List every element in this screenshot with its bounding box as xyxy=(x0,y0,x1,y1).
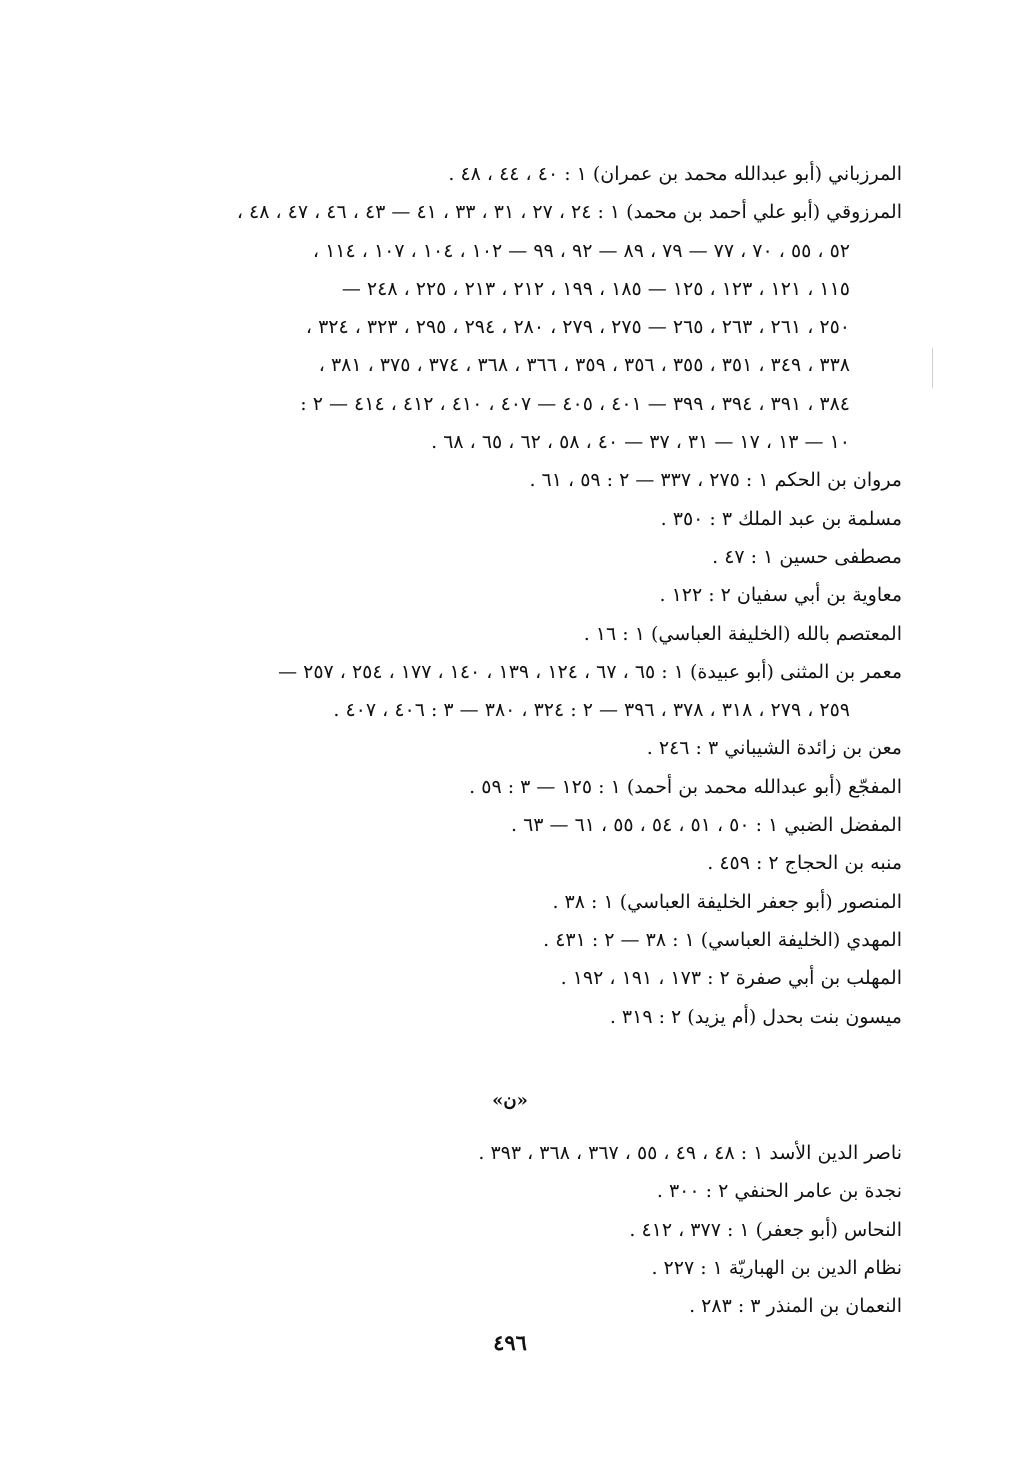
index-entry xyxy=(132,1287,902,1325)
index-entry xyxy=(132,921,902,959)
entry-line: المفجّع (أبو عبدالله محمد بن أحمد) ١ : ١٢٥ — ٣ : ٥٩ . xyxy=(469,775,902,798)
entry-continuation-line: ٢٥٩ ، ٢٧٩ ، ٣١٨ ، ٣٧٨ ، ٣٩٦ — ٢ : ٣٢٤ ، ٣٨٠ — ٣ : ٤٠٦ ، ٤٠٧ . xyxy=(333,699,850,722)
index-entry xyxy=(132,806,902,844)
entry-line: منبه بن الحجاج ٢ : ٤٥٩ . xyxy=(707,852,902,875)
entry-line: معاوية بن أبي سفيان ٢ : ١٢٢ . xyxy=(659,584,902,607)
entry-line: النعمان بن المنذر ٣ : ٢٨٣ . xyxy=(689,1295,902,1318)
entry-continuation-line: ١١٥ ، ١٢١ ، ١٢٣ ، ١٢٥ — ١٨٥ ، ١٩٩ ، ٢١٢ ، ٢١٣ ، ٢٢٥ ، ٢٤٨ — xyxy=(341,277,850,300)
entry-line: المهدي (الخليفة العباسي) ١ : ٣٨ — ٢ : ٤٣١ . xyxy=(543,928,902,951)
entry-continuation-line: ٣٨٤ ، ٣٩١ ، ٣٩٤ ، ٣٩٩ — ٤٠١ ، ٤٠٥ — ٤٠٧ ، ٤١٠ ، ٤١٢ ، ٤١٤ — ٢ : xyxy=(300,392,850,415)
index-entry xyxy=(132,615,902,653)
index-entry xyxy=(132,959,902,997)
index-entry xyxy=(132,461,902,499)
entry-line: المرزباني (أبو عبدالله محمد بن عمران) ١ : ٤٠ ، ٤٤ ، ٤٨ . xyxy=(448,163,902,185)
entry-line: مصطفى حسين ١ : ٤٧ . xyxy=(712,545,902,568)
section-heading-nun: «ن» xyxy=(492,1090,528,1111)
entry-line: مروان بن الحكم ١ : ٢٧٥ ، ٣٣٧ — ٢ : ٥٩ ، ٦١ . xyxy=(529,469,902,492)
index-entry xyxy=(132,729,902,767)
entry-line: ناصر الدين الأسد ١ : ٤٨ ، ٤٩ ، ٥٥ ، ٣٦٧ ، ٣٦٨ ، ٣٩٣ . xyxy=(478,1142,902,1164)
index-entry xyxy=(132,883,902,921)
entry-line: المعتصم بالله (الخليفة العباسي) ١ : ١٦ . xyxy=(583,622,902,645)
entry-line: نظام الدين بن الهباريّة ١ : ٢٢٧ . xyxy=(651,1256,902,1279)
index-entry xyxy=(132,1172,902,1210)
page-number: ٤٩٦ xyxy=(493,1330,527,1355)
entry-line: المفضل الضبي ١ : ٥٠ ، ٥١ ، ٥٤ ، ٥٥ ، ٦١ — ٦٣ . xyxy=(510,814,902,837)
entry-line: المهلب بن أبي صفرة ٢ : ١٧٣ ، ١٩١ ، ١٩٢ . xyxy=(560,967,902,990)
entry-continuation-line: ٣٣٨ ، ٣٤٩ ، ٣٥١ ، ٣٥٥ ، ٣٥٦ ، ٣٥٩ ، ٣٦٦ ، ٣٦٨ ، ٣٧٤ ، ٣٧٥ ، ٣٨١ ، xyxy=(318,354,850,377)
index-entry xyxy=(132,500,902,538)
index-entry xyxy=(132,998,902,1036)
index-entry xyxy=(132,538,902,576)
entry-line: معن بن زائدة الشيباني ٣ : ٢٤٦ . xyxy=(646,737,902,760)
entry-line: مسلمة بن عبد الملك ٣ : ٣٥٠ . xyxy=(660,507,902,530)
entry-line: المرزوقي (أبو علي أحمد بن محمد) ١ : ٢٤ ، ٢٧ ، ٣١ ، ٣٣ ، ٤١ — ٤٣ ، ٤٦ ، ٤٧ ، ٤٨ ، xyxy=(236,201,902,224)
index-entry xyxy=(132,1249,902,1287)
entry-line: ميسون بنت بحدل (أم يزيد) ٢ : ٣١٩ . xyxy=(609,1005,902,1028)
entry-line: النحاس (أبو جعفر) ١ : ٣٧٧ ، ٤١٢ . xyxy=(629,1218,902,1241)
index-entry xyxy=(132,193,902,461)
index-entry xyxy=(132,1211,902,1249)
index-entry xyxy=(132,844,902,882)
entry-line: المنصور (أبو جعفر الخليفة العباسي) ١ : ٣٨ . xyxy=(552,890,902,913)
entry-continuation-line: ١٠ — ١٣ ، ١٧ — ٣١ ، ٣٧ — ٤٠ ، ٥٨ ، ٦٢ ، ٦٥ ، ٦٨ . xyxy=(431,431,850,454)
entry-continuation-line: ٢٥٠ ، ٢٦١ ، ٢٦٣ ، ٢٦٥ — ٢٧٥ ، ٢٧٩ ، ٢٨٠ ، ٢٩٤ ، ٢٩٥ ، ٣٢٣ ، ٣٢٤ ، xyxy=(305,316,850,339)
entry-continuation-line: ٥٢ ، ٥٥ ، ٧٠ ، ٧٧ — ٧٩ ، ٨٩ — ٩٢ ، ٩٩ — ١٠٢ ، ١٠٤ ، ١٠٧ ، ١١٤ ، xyxy=(312,239,850,262)
index-entries-mim xyxy=(132,155,902,1036)
index-entry xyxy=(132,576,902,614)
index-entry xyxy=(132,768,902,806)
entry-line: معمر بن المثنى (أبو عبيدة) ١ : ٦٥ ، ٦٧ ، ١٢٤ ، ١٣٩ ، ١٤٠ ، ١٧٧ ، ٢٥٤ ، ٢٥٧ — xyxy=(278,660,902,683)
margin-rule xyxy=(932,348,933,388)
index-entries-nun xyxy=(132,1134,902,1325)
entry-line: نجدة بن عامر الحنفي ٢ : ٣٠٠ . xyxy=(656,1180,902,1203)
index-entry xyxy=(132,155,902,193)
index-entry xyxy=(132,653,902,730)
index-entry xyxy=(132,1134,902,1172)
